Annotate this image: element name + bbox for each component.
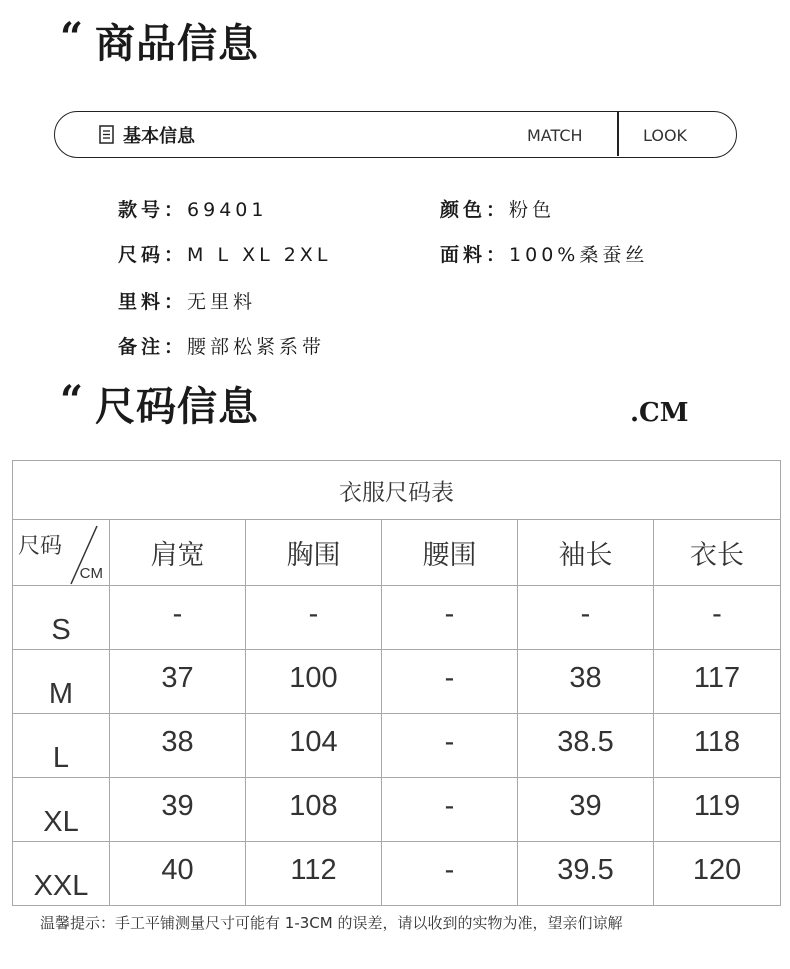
value-cell: 119 [654, 778, 781, 842]
info-value: 100%桑蚕丝 [509, 244, 649, 266]
info-value: 粉色 [509, 199, 556, 221]
value-cell: - [382, 778, 518, 842]
info-color [440, 195, 555, 222]
value-cell: - [382, 842, 518, 906]
header-waist: 腰围 [382, 520, 518, 586]
value-cell: 39 [518, 778, 654, 842]
size-cell: XL [13, 778, 110, 842]
info-key: 里料： [118, 291, 188, 313]
unit-label: .CM [630, 398, 689, 428]
info-key: 面料： [440, 244, 510, 266]
info-fabric [440, 240, 648, 267]
header-bust: 胸围 [246, 520, 382, 586]
value-cell: 112 [246, 842, 382, 906]
product-info-heading [60, 14, 260, 67]
size-cell: M [13, 650, 110, 714]
info-value: 无里料 [187, 291, 257, 313]
match-label: MATCH [527, 126, 583, 145]
document-icon [99, 125, 114, 144]
table-row [13, 778, 781, 842]
value-cell: 38 [110, 714, 246, 778]
info-key: 款号： [118, 199, 188, 221]
size-info-title: 尺码信息 [95, 383, 260, 430]
value-cell: 39 [110, 778, 246, 842]
value-cell: - [382, 650, 518, 714]
table-caption: 衣服尺码表 [13, 461, 781, 520]
value-cell: - [246, 586, 382, 650]
bar-divider [617, 112, 619, 156]
info-key: 颜色： [440, 199, 510, 221]
quote-mark-icon: “ [60, 14, 84, 61]
size-chart-table [12, 460, 781, 906]
value-cell: - [382, 714, 518, 778]
corner-header-cell [13, 520, 110, 586]
info-key: 备注： [118, 336, 188, 358]
table-row [13, 586, 781, 650]
product-info-title: 商品信息 [95, 20, 260, 67]
value-cell: - [654, 586, 781, 650]
info-sizes [118, 240, 331, 267]
corner-unit-label: CM [79, 565, 103, 582]
info-lining [118, 287, 256, 314]
look-label: LOOK [643, 126, 688, 145]
header-sleeve: 袖长 [518, 520, 654, 586]
table-row [13, 714, 781, 778]
size-cell: XXL [13, 842, 110, 906]
value-cell: 100 [246, 650, 382, 714]
value-cell: 108 [246, 778, 382, 842]
size-info-heading [60, 377, 260, 430]
info-key: 尺码： [118, 244, 188, 266]
table-row [13, 650, 781, 714]
info-value: M L XL 2XL [187, 244, 332, 266]
value-cell: 37 [110, 650, 246, 714]
corner-size-label: 尺码 [18, 533, 63, 558]
value-cell: 120 [654, 842, 781, 906]
value-cell: - [382, 586, 518, 650]
value-cell: 40 [110, 842, 246, 906]
measurement-footnote: 温馨提示：手工平铺测量尺寸可能有 1-3CM 的误差，请以收到的实物为准，望亲们谅解 [40, 914, 623, 932]
value-cell: 104 [246, 714, 382, 778]
info-style-number [118, 195, 267, 222]
info-value: 腰部松紧系带 [187, 336, 326, 358]
basic-info-bar [54, 111, 737, 158]
header-length: 衣长 [654, 520, 781, 586]
value-cell: 118 [654, 714, 781, 778]
info-value: 69401 [187, 199, 268, 221]
basic-info-label: 基本信息 [123, 126, 195, 147]
value-cell: 117 [654, 650, 781, 714]
value-cell: - [110, 586, 246, 650]
size-cell: S [13, 586, 110, 650]
value-cell: 38.5 [518, 714, 654, 778]
value-cell: 38 [518, 650, 654, 714]
header-shoulder: 肩宽 [110, 520, 246, 586]
size-cell: L [13, 714, 110, 778]
info-remark [118, 332, 325, 359]
quote-mark-icon: “ [60, 377, 84, 424]
value-cell: - [518, 586, 654, 650]
table-row [13, 842, 781, 906]
value-cell: 39.5 [518, 842, 654, 906]
